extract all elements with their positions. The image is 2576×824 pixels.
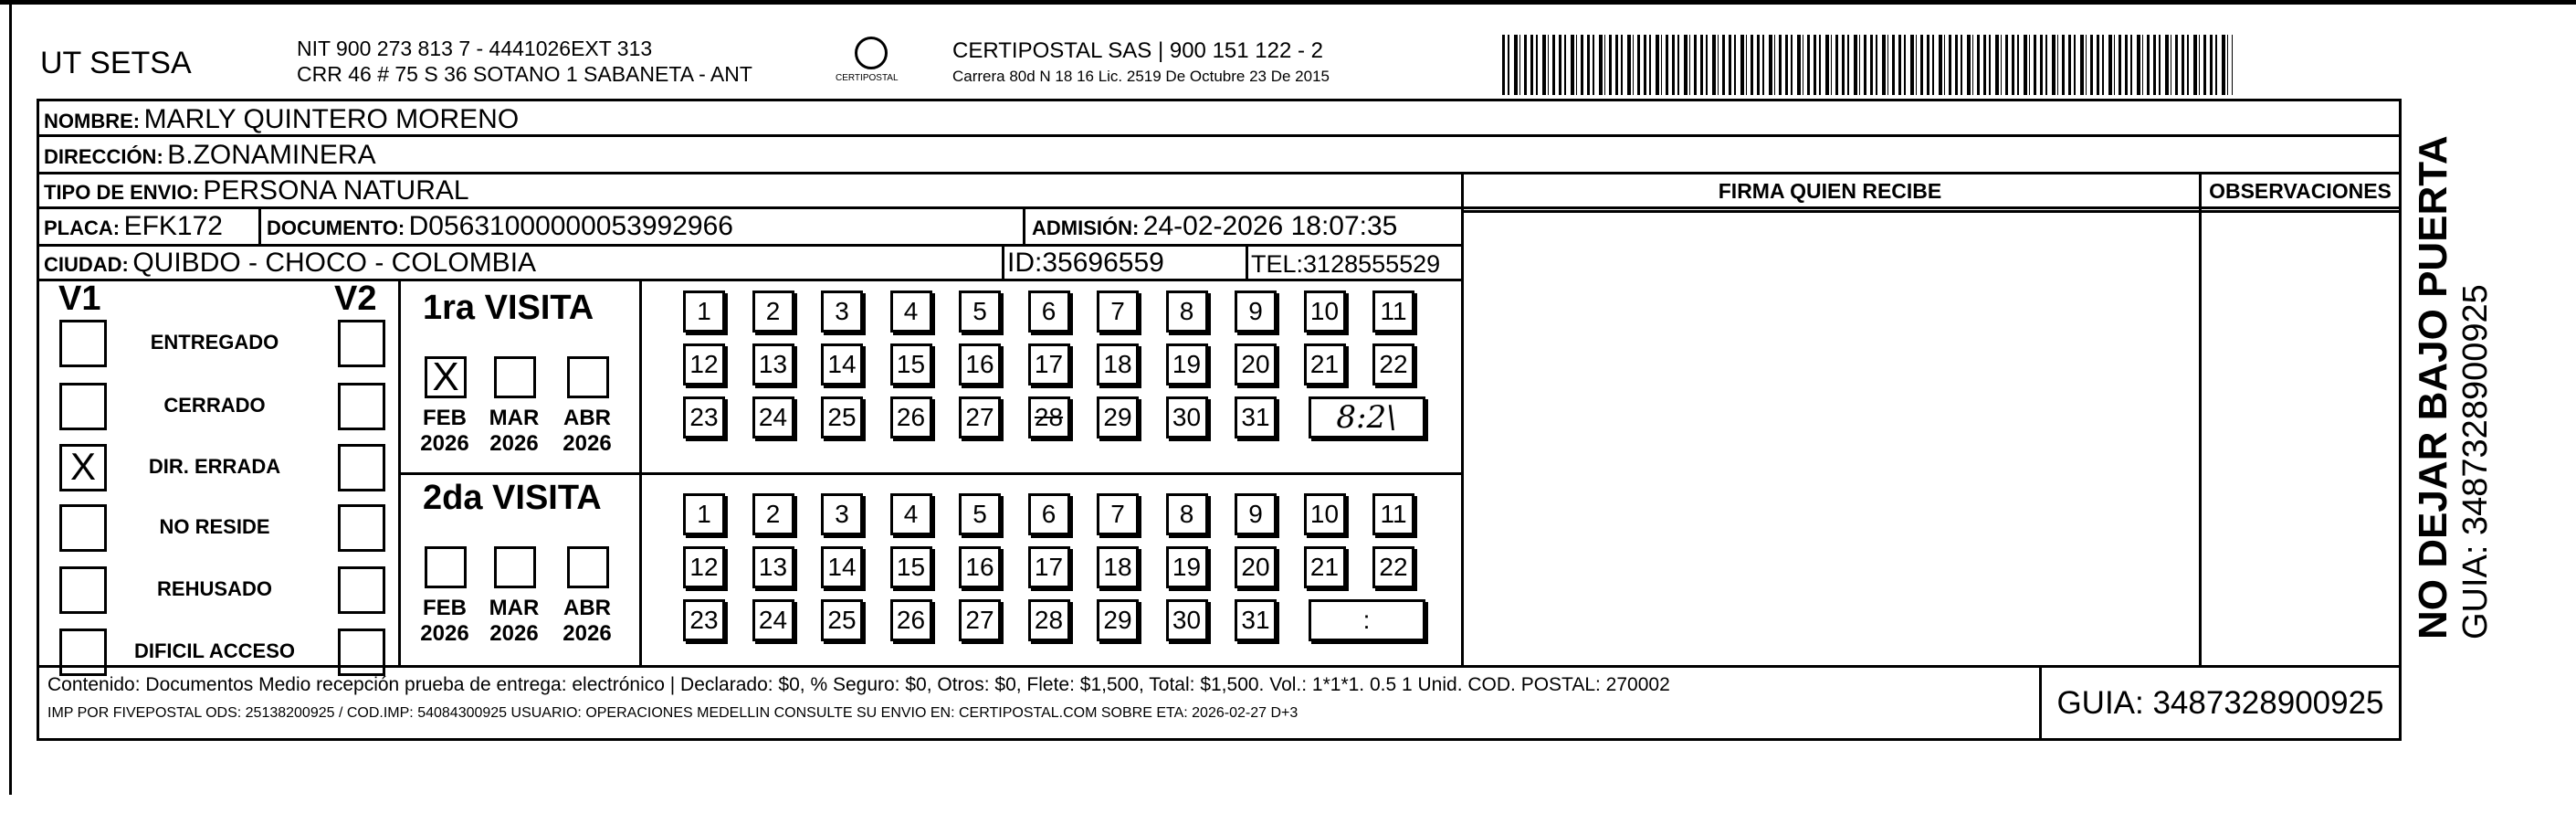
id-row — [1007, 248, 1164, 279]
tel-value: 3128555529 — [1303, 250, 1441, 278]
day-box[interactable]: 12 — [683, 546, 725, 588]
day-box[interactable]: 1 — [683, 493, 725, 535]
cell-divider — [258, 206, 261, 244]
status-label: CERRADO — [163, 394, 266, 417]
day-box[interactable]: 4 — [890, 493, 932, 535]
day-box[interactable]: 20 — [1235, 343, 1277, 386]
day-box[interactable]: 8 — [1166, 493, 1208, 535]
day-box[interactable]: 26 — [890, 396, 932, 438]
day-box[interactable]: 3 — [821, 291, 863, 333]
cell-divider — [1002, 244, 1004, 279]
day-box[interactable]: 18 — [1097, 546, 1139, 588]
visit2-title: 2da VISITA — [423, 479, 602, 517]
day-box[interactable]: 17 — [1028, 546, 1070, 588]
v2-checkbox[interactable] — [338, 444, 385, 491]
day-box[interactable]: 10 — [1304, 493, 1346, 535]
tipo-label: TIPO DE ENVIO: — [44, 181, 199, 204]
documento-row — [267, 211, 733, 242]
status-label: DIFICIL ACCESO — [133, 639, 295, 662]
day-box[interactable]: 2 — [752, 291, 794, 333]
day-box[interactable]: 5 — [959, 493, 1001, 535]
day-box[interactable]: 19 — [1166, 343, 1208, 386]
nombre-value: MARLY QUINTERO MORENO — [143, 104, 520, 134]
visit-row-divider — [398, 472, 1461, 475]
year-label: 2026 — [489, 431, 539, 456]
tel-label: TEL: — [1251, 250, 1304, 278]
placa-value: EFK172 — [123, 211, 223, 241]
day-box[interactable]: 2 — [752, 493, 794, 535]
v1-label: V1 — [58, 280, 101, 318]
day-box[interactable]: 13 — [752, 343, 794, 386]
day-box[interactable]: 9 — [1235, 493, 1277, 535]
day-box[interactable]: 31 — [1235, 396, 1277, 438]
day-box[interactable]: 4 — [890, 291, 932, 333]
day-box[interactable]: 14 — [821, 343, 863, 386]
day-box[interactable]: 7 — [1097, 493, 1139, 535]
status-label: DIR. ERRADA — [148, 455, 281, 478]
day-box[interactable]: 29 — [1097, 396, 1139, 438]
tel-row — [1251, 250, 1440, 279]
year-label: 2026 — [420, 431, 469, 456]
day-box[interactable]: 22 — [1372, 343, 1414, 386]
placa-label: PLACA: — [44, 217, 121, 239]
day-box[interactable]: 11 — [1372, 291, 1414, 333]
certipostal-line: CERTIPOSTAL SAS | 900 151 122 - 2 — [952, 38, 1323, 63]
month-label: ABR — [563, 596, 611, 620]
month-label: MAR — [489, 406, 540, 430]
direccion-row — [44, 140, 376, 171]
day-box[interactable]: 21 — [1304, 546, 1346, 588]
obs-divider — [2199, 172, 2202, 665]
day-box[interactable]: 24 — [752, 396, 794, 438]
month-checkbox[interactable] — [567, 356, 609, 398]
cell-divider — [1023, 206, 1025, 244]
month-label: FEB — [423, 406, 467, 430]
year-label: 2026 — [563, 431, 612, 456]
year-label: 2026 — [563, 621, 612, 646]
row-divider — [37, 279, 1461, 281]
ciudad-value: QUIBDO - CHOCO - COLOMBIA — [132, 248, 537, 278]
day-box[interactable]: 6 — [1028, 291, 1070, 333]
day-box[interactable]: 28 — [1028, 396, 1070, 438]
placa-row — [44, 211, 223, 242]
admision-value: 24-02-2026 18:07:35 — [1142, 211, 1398, 241]
row-divider — [37, 206, 2402, 209]
status-label: REHUSADO — [157, 577, 272, 600]
ciudad-row — [44, 248, 536, 279]
day-box[interactable]: 23 — [683, 396, 725, 438]
tipo-row — [44, 175, 469, 206]
status-label: NO RESIDE — [159, 515, 270, 538]
day-box[interactable]: 8 — [1166, 291, 1208, 333]
day-box[interactable]: 12 — [683, 343, 725, 386]
nombre-label: NOMBRE: — [44, 110, 141, 132]
row-divider — [37, 172, 2402, 174]
day-box[interactable]: 24 — [752, 599, 794, 641]
day-box[interactable]: 14 — [821, 546, 863, 588]
address-line: CRR 46 # 75 S 36 SOTANO 1 SABANETA - ANT — [297, 62, 752, 86]
direccion-value: B.ZONAMINERA — [167, 140, 376, 170]
day-box[interactable]: 1 — [683, 291, 725, 333]
year-label: 2026 — [420, 621, 469, 646]
day-box[interactable]: 15 — [890, 546, 932, 588]
day-box[interactable]: 30 — [1166, 599, 1208, 641]
day-box[interactable]: 11 — [1372, 493, 1414, 535]
v1-checkbox[interactable] — [59, 629, 107, 676]
month-checkbox[interactable] — [494, 546, 536, 588]
barcode — [1502, 35, 2233, 95]
day-box[interactable]: 18 — [1097, 343, 1139, 386]
v2-checkbox[interactable] — [338, 320, 385, 367]
month-label: ABR — [563, 406, 611, 430]
month-checkbox[interactable] — [567, 546, 609, 588]
day-box[interactable]: 16 — [959, 343, 1001, 386]
status-label: ENTREGADO — [150, 331, 279, 354]
day-box[interactable]: 20 — [1235, 546, 1277, 588]
id-value: 35696559 — [1042, 248, 1164, 278]
footer-line2: IMP POR FIVEPOSTAL ODS: 25138200925 / COD.IMP: 54084300925 USUARIO: OPERACIONES MEDELLIN CONSULTE SU ENVIO EN: CERTIPOSTAL.COM SOBRE ETA: 2026-02-27 D+3 — [47, 705, 1299, 721]
day-box[interactable]: 21 — [1304, 343, 1346, 386]
v2-checkbox[interactable] — [338, 383, 385, 430]
day-box[interactable]: 16 — [959, 546, 1001, 588]
direccion-label: DIRECCIÓN: — [44, 145, 163, 168]
day-box[interactable]: 23 — [683, 599, 725, 641]
month-label: MAR — [489, 596, 540, 620]
side-line2: GUIA: 3487328900925 — [2456, 284, 2495, 639]
v2-checkbox[interactable] — [338, 504, 385, 552]
certipostal-logo-icon — [855, 37, 888, 69]
nombre-row — [44, 104, 519, 135]
v2-label: V2 — [334, 280, 377, 318]
header-underline — [1461, 210, 2402, 213]
day-box[interactable]: 30 — [1166, 396, 1208, 438]
day-box[interactable]: 31 — [1235, 599, 1277, 641]
day-box[interactable]: 27 — [959, 599, 1001, 641]
left-edge — [9, 0, 12, 795]
day-box[interactable]: 6 — [1028, 493, 1070, 535]
day-box[interactable]: 5 — [959, 291, 1001, 333]
side-text — [2411, 128, 2496, 639]
documento-value: D05631000000053992966 — [408, 211, 733, 241]
day-box[interactable]: 7 — [1097, 291, 1139, 333]
footer-guia: GUIA: 3487328900925 — [2056, 685, 2384, 721]
nit-line: NIT 900 273 813 7 - 4441026EXT 313 — [297, 37, 653, 60]
day-box[interactable]: 15 — [890, 343, 932, 386]
day-box[interactable]: 10 — [1304, 291, 1346, 333]
documento-label: DOCUMENTO: — [267, 217, 405, 239]
v1-checkbox[interactable] — [59, 566, 107, 614]
firma-divider — [1461, 172, 1464, 665]
company-name: UT SETSA — [40, 46, 192, 80]
side-line1: NO DEJAR BAJO PUERTA — [2411, 135, 2455, 639]
v1-checkbox[interactable] — [59, 383, 107, 430]
day-box[interactable]: 9 — [1235, 291, 1277, 333]
time-box[interactable]: : — [1309, 599, 1425, 641]
month-checkbox[interactable]: X — [425, 356, 467, 398]
top-edge — [0, 0, 2576, 5]
v1-checkbox[interactable]: X — [59, 444, 107, 491]
v1-checkbox[interactable] — [59, 320, 107, 367]
day-box[interactable]: 17 — [1028, 343, 1070, 386]
year-label: 2026 — [489, 621, 539, 646]
time-box[interactable]: 8:2\ — [1309, 396, 1425, 438]
day-box[interactable]: 25 — [821, 396, 863, 438]
tipo-value: PERSONA NATURAL — [203, 175, 469, 206]
day-box[interactable]: 25 — [821, 599, 863, 641]
day-box[interactable]: 13 — [752, 546, 794, 588]
day-box[interactable]: 22 — [1372, 546, 1414, 588]
day-box[interactable]: 19 — [1166, 546, 1208, 588]
visit1-title: 1ra VISITA — [423, 289, 594, 327]
logo-caption: CERTIPOSTAL — [836, 73, 899, 83]
day-box[interactable]: 28 — [1028, 599, 1070, 641]
observaciones-header: OBSERVACIONES — [2209, 179, 2392, 203]
firma-header: FIRMA QUIEN RECIBE — [1718, 179, 1942, 203]
v2-checkbox[interactable] — [338, 629, 385, 676]
v1-checkbox[interactable] — [59, 504, 107, 552]
footer-line1: Contenido: Documentos Medio recepción prueba de entrega: electrónico | Declarado: $0, % Seguro: $0, Otros: $0, Flete: $1,500, Total: $1,500. Vol.: 1*1*1. 0.5 1 Unid. COD. POSTAL: 270002 — [47, 674, 1670, 695]
day-box[interactable]: 29 — [1097, 599, 1139, 641]
day-box[interactable]: 27 — [959, 396, 1001, 438]
day-box[interactable]: 3 — [821, 493, 863, 535]
v2-checkbox[interactable] — [338, 566, 385, 614]
day-box[interactable]: 26 — [890, 599, 932, 641]
month-checkbox[interactable] — [425, 546, 467, 588]
id-label: ID: — [1007, 248, 1043, 278]
row-divider — [37, 665, 2402, 668]
ciudad-label: CIUDAD: — [44, 253, 129, 276]
cell-divider — [1246, 244, 1248, 279]
license-line: Carrera 80d N 18 16 Lic. 2519 De Octubre 23 De 2015 — [952, 68, 1330, 85]
admision-row — [1032, 211, 1397, 242]
month-label: FEB — [423, 596, 467, 620]
month-checkbox[interactable] — [494, 356, 536, 398]
admision-label: ADMISIÓN: — [1032, 217, 1140, 239]
